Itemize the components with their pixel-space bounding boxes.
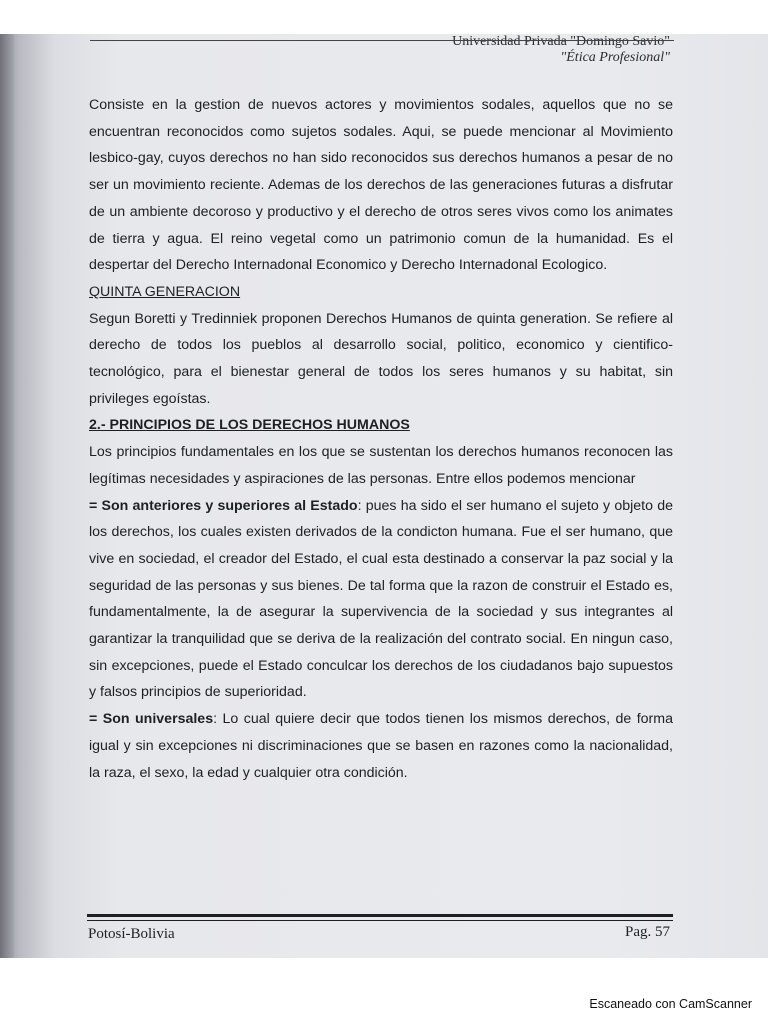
paragraph: Los principios fundamentales en los que se sustentan los derechos humanos reconocen las legítimas necesidades y aspiraciones de las personas. Entre ellos podemos mencionar <box>89 444 673 487</box>
header-course: "Ética Profesional" <box>560 50 670 65</box>
footer-location: Potosí-Bolivia <box>88 926 175 942</box>
paragraph: Segun Boretti y Tredinniek proponen Derechos Humanos de quinta generation. Se refiere al derecho de todos los pueblos al desarrollo social, politico, economico y cientifico-tecnológico, para el bienestar general de todos los seres humanos y su habitat, sin privileges egoístas. <box>89 310 673 407</box>
header-university: Universidad Privada "Domingo Savio" <box>452 34 670 49</box>
scanner-watermark: Escaneado con CamScanner <box>589 997 752 1011</box>
principle-paragraph <box>89 706 673 786</box>
paragraph: Consiste en la gestion de nuevos actores y movimientos sodales, aquellos que no se encuentran reconocidos como sujetos sodales. Aqui, se puede mencionar al Movimiento lesbico-gay, cuyos derechos no han sido reconocidos sus derechos humanos a pesar de no ser un movimiento reciente. Ademas de los derechos de las generaciones futuras a disfrutar de un ambiente decoroso y productivo y el derecho de otros seres vivos como los animates de tierra y agua. El reino vegetal como un patrimonio comun de la humanidad. Es el despertar del Derecho Internadonal Economico y Derecho Internadonal Ecologico. <box>89 97 673 274</box>
principle-title: = Son universales <box>89 711 214 728</box>
principle-text: : Lo cual quiere decir que todos tienen los mismos derechos, de forma igual y sin excepciones ni discriminaciones que se basen en razones como la nacionalidad, la raza, el sexo, la edad y cualquier otra condición. <box>89 711 673 781</box>
book-spine-shadow <box>0 34 14 958</box>
page-body <box>89 92 673 786</box>
principle-text: : pues ha sido el ser humano el sujeto y objeto de los derechos, los cuales existen derivados de la condicton humana. Fue el ser humano, que vive en sociedad, el creador del Estado, el cual esta destinado a conservar la paz social y la seguridad de las personas y sus bienes. De tal forma que la razon de construir el Estado es, fundamentalmente, la de asegurar la supervivencia de la sociedad y sus integrantes al garantizar la tranquilidad que se deriva de la realización del contrato social. En ningun caso, sin excepciones, puede el Estado conculcar los derechos de los ciudadanos bajo supuestos y falsos principios de superioridad. <box>89 497 674 701</box>
principle-title: = Son anteriores y superiores al Estado <box>89 497 358 514</box>
footer-rule-thick <box>87 914 673 917</box>
section-heading: QUINTA GENERACION <box>89 283 241 300</box>
footer-page-number: Pag. 57 <box>625 924 670 940</box>
header-rule <box>90 40 674 41</box>
scanned-page <box>0 34 768 958</box>
footer-rule-thin <box>87 920 673 921</box>
principle-paragraph <box>89 493 673 707</box>
section-heading: 2.- PRINCIPIOS DE LOS DERECHOS HUMANOS <box>89 417 410 434</box>
